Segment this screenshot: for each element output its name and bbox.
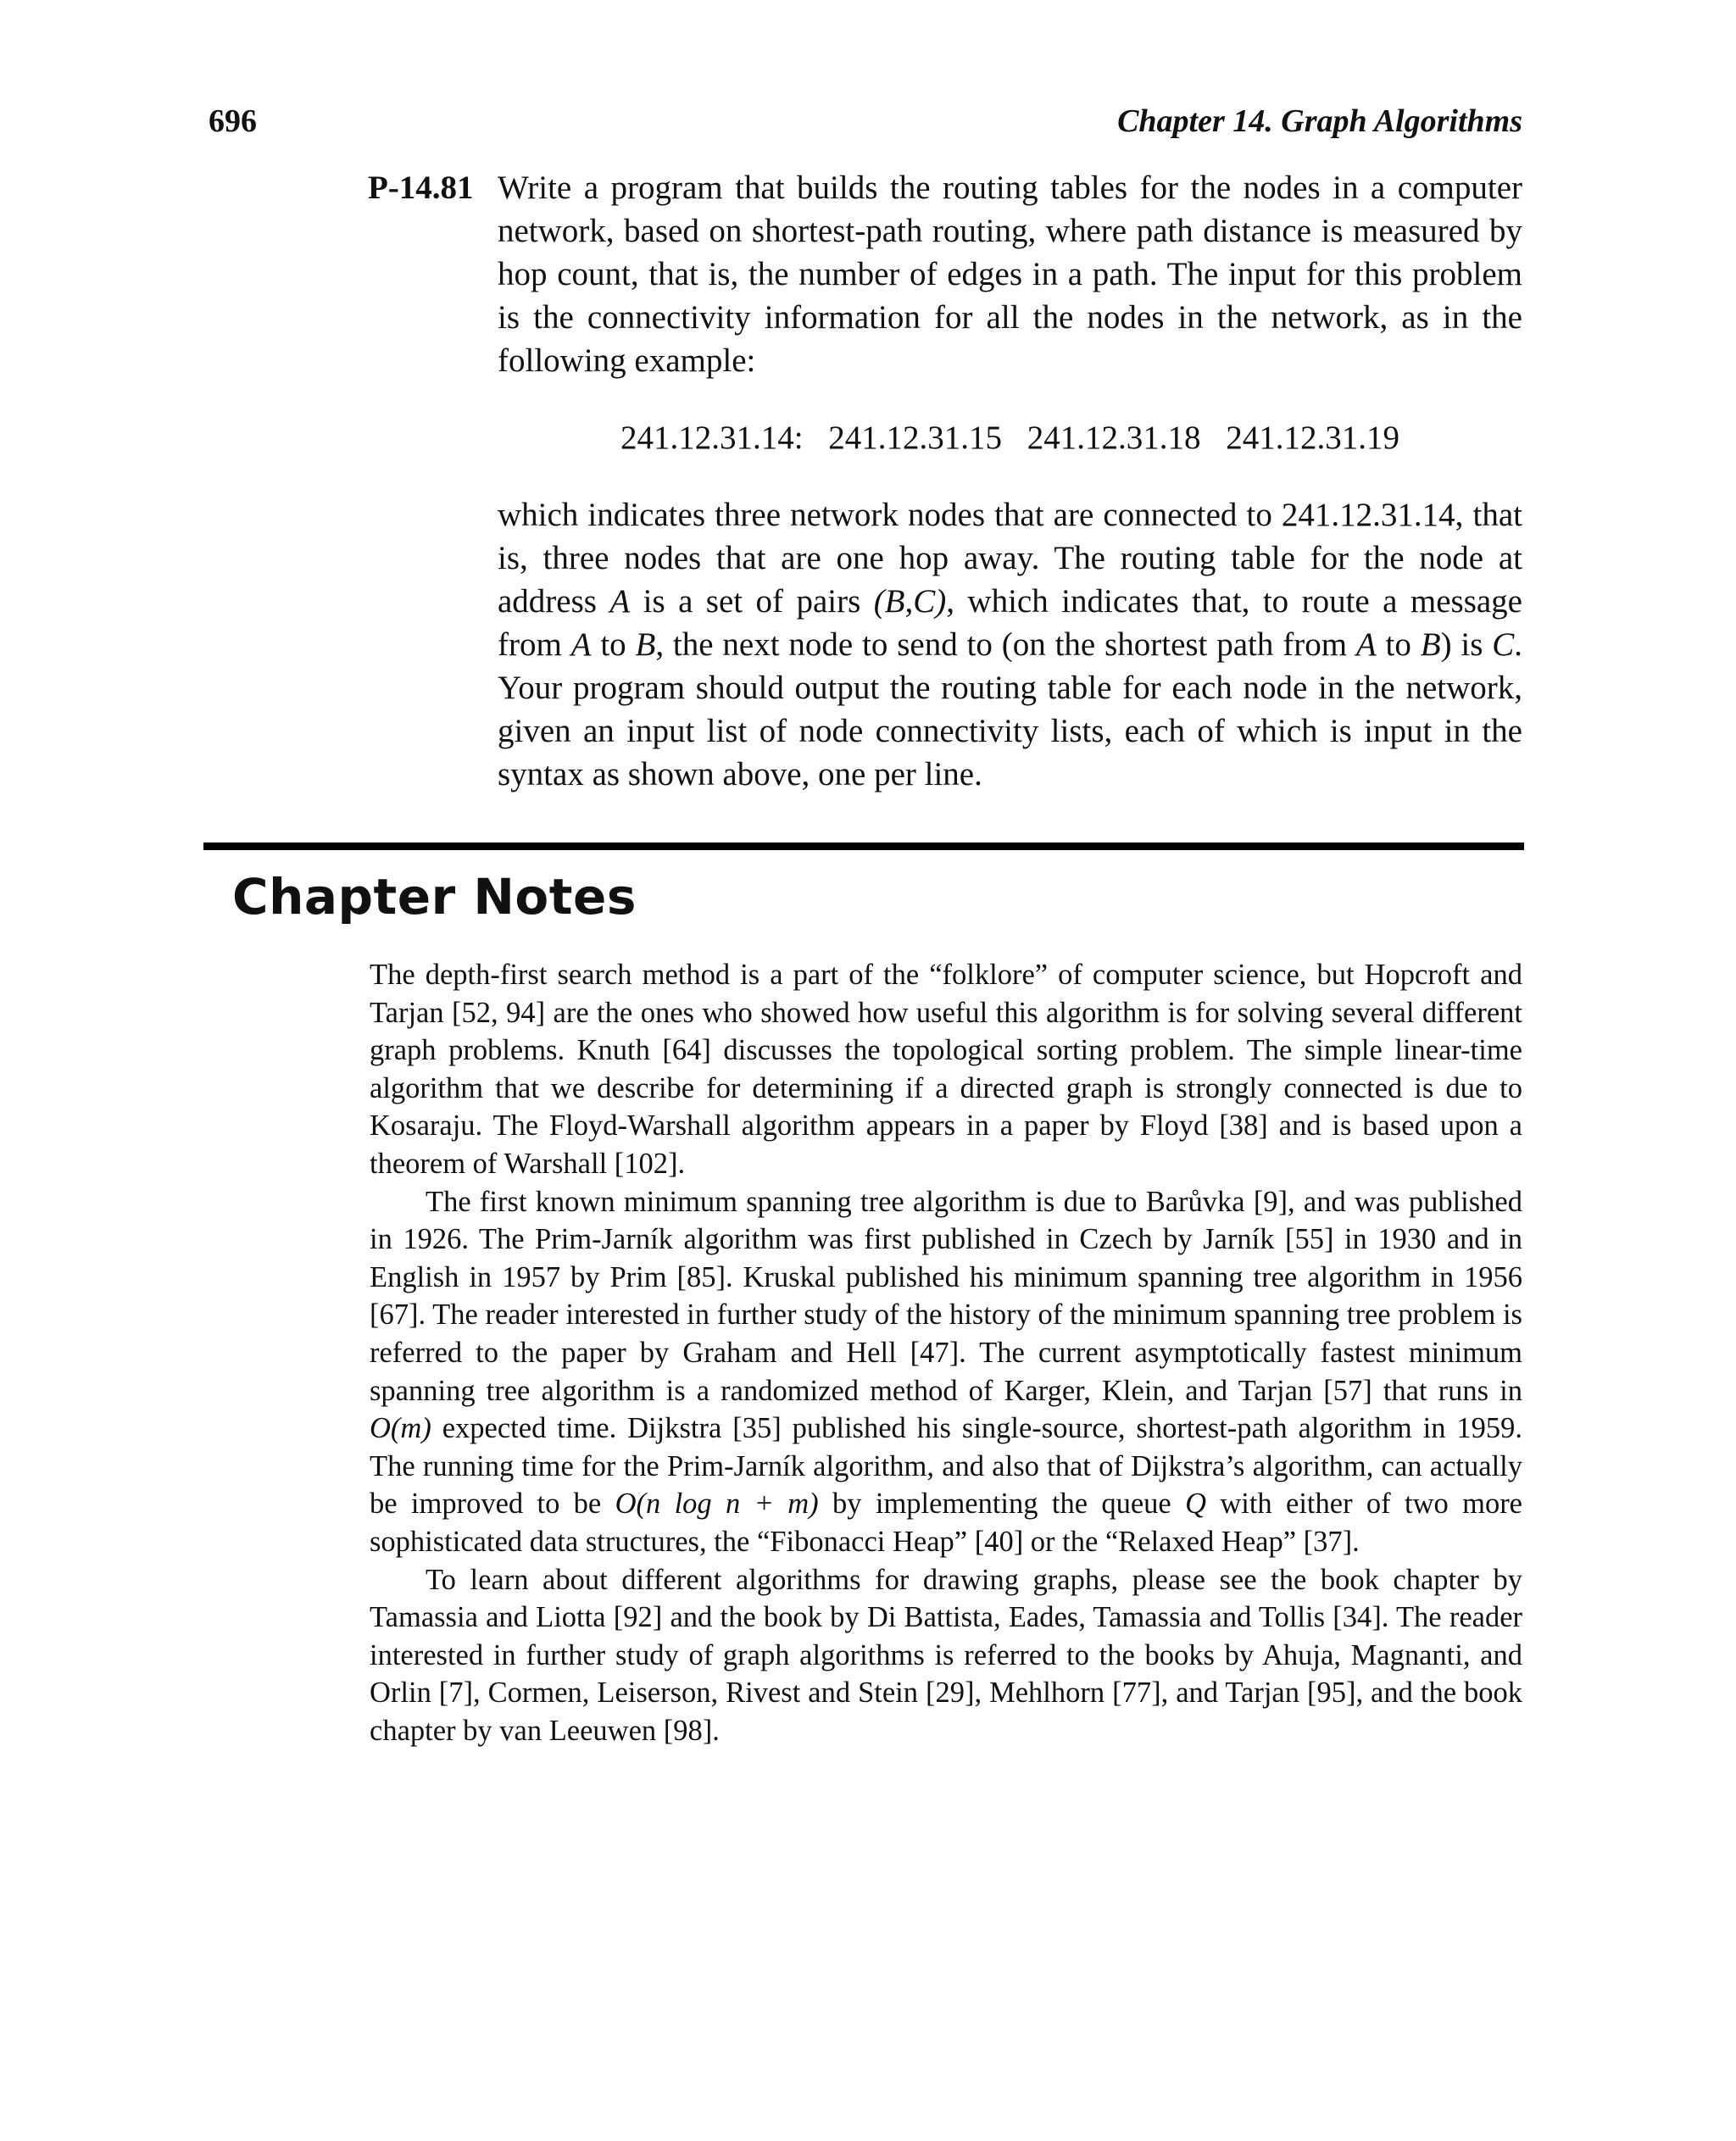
notes-paragraph-2: [370, 1183, 1522, 1561]
math-variable: A: [609, 583, 631, 620]
text-run: to: [591, 626, 636, 663]
math-expression: O(m): [370, 1412, 431, 1445]
text-run: ) is: [1440, 626, 1493, 663]
math-variable: Q: [1185, 1488, 1206, 1521]
notes-paragraph-3: To learn about different algorithms for drawing graphs, please see the book chapter by Tamassia and Liotta [92] and the book by Di Battista, Eades, Tamassia and Tollis [34]. The reader interested in further study of graph algorithms is referred to the books by Ahuja, Magnanti, and Orlin [7], Cormen, Leiserson, Rivest and Stein [29], Mehlhorn [77], and Tarjan [95], and the book chapter by van Leeuwen [98].: [370, 1563, 1522, 1747]
problem-p-14-81: [368, 166, 1522, 796]
section-heading-chapter-notes: Chapter Notes: [232, 868, 637, 926]
math-expression: O(n log n + m): [615, 1488, 819, 1521]
section-divider-rule: [203, 842, 1524, 850]
running-head-title: Chapter 14. Graph Algorithms: [1117, 103, 1522, 139]
math-pair: (B,C): [873, 583, 947, 620]
math-variable: B: [1420, 626, 1441, 663]
notes-paragraph-1: The depth-first search method is a part of the “folklore” of computer science, but Hopcroft and Tarjan [52, 94] are the ones who showed how useful this algorithm is for solving several different graph problems. Knuth [64] discusses the topological sorting problem. The simple linear-time algorithm that we describe for determining if a directed graph is strongly connected is due to Kosaraju. The Floyd-Warshall algorithm appears in a paper by Floyd [38] and is based upon a theorem of Warshall [102].: [370, 959, 1522, 1180]
example-node-address: 241.12.31.14:: [620, 420, 804, 456]
problem-label: P-14.81: [368, 170, 474, 206]
text-run: is a set of pairs: [630, 583, 874, 620]
math-variable: C: [1492, 626, 1515, 663]
text-run: which indicates three network nodes that are connected to 241.12.31.14, that is, three nodes that are one hop away. The routing table for the node at address: [498, 497, 1522, 620]
math-variable: A: [570, 626, 592, 663]
text-run: , the next node to send to (on the shortest path from: [655, 626, 1356, 663]
math-variable: B: [635, 626, 656, 663]
text-run: by implementing the queue: [818, 1488, 1186, 1521]
example-neighbor-address: 241.12.31.15: [828, 420, 1003, 456]
problem-intro: Write a program that builds the routing tables for the nodes in a computer network, based on shortest-path routing, where path distance is measured by hop count, that is, the number of edges in a path. The input for this problem is the connectivity information for all the nodes in the network, as in the following example:: [498, 170, 1522, 379]
problem-explanation: [498, 493, 1522, 796]
text-run: to: [1376, 626, 1421, 663]
text-run: . Your program should output the routing table for each node in the network, given an input list of node connectivity lists, each of which is input in the syntax as shown above, one per line.: [498, 626, 1523, 792]
text-run: The first known minimum spanning tree algorithm is due to Barůvka [9], and was published in 1926. The Prim-Jarník algorithm was first published in Czech by Jarník [55] in 1930 and in English in 1957 by Prim [85]. Kruskal published his minimum spanning tree algorithm in 1956 [67]. The reader interested in further study of the history of the minimum spanning tree problem is referred to the paper by Graham and Hell [47]. The current asymptotically fastest minimum spanning tree algorithm is a randomized method of Karger, Klein, and Tarjan [57] that runs in: [370, 1185, 1522, 1407]
math-variable: A: [1355, 626, 1377, 663]
text-run: with either of two more sophisticated data structures, the “Fibonacci Heap” [40] or the “Relaxed Heap” [37].: [370, 1488, 1522, 1558]
example-neighbor-address: 241.12.31.19: [1226, 420, 1400, 456]
connectivity-example: [498, 416, 1522, 459]
problem-body: [498, 166, 1522, 796]
example-neighbor-address: 241.12.31.18: [1027, 420, 1201, 456]
text-run: , which indicates that, to route a message from: [498, 583, 1522, 663]
page-number: 696: [209, 103, 257, 139]
text-run: expected time. Dijkstra [35] published his single-source, shortest-path algorithm in 1959. The running time for the Prim-Jarník algorithm, and also that of Dijkstra’s algorithm, can actually be improved to be: [370, 1412, 1522, 1521]
chapter-notes-body: [370, 956, 1522, 1749]
